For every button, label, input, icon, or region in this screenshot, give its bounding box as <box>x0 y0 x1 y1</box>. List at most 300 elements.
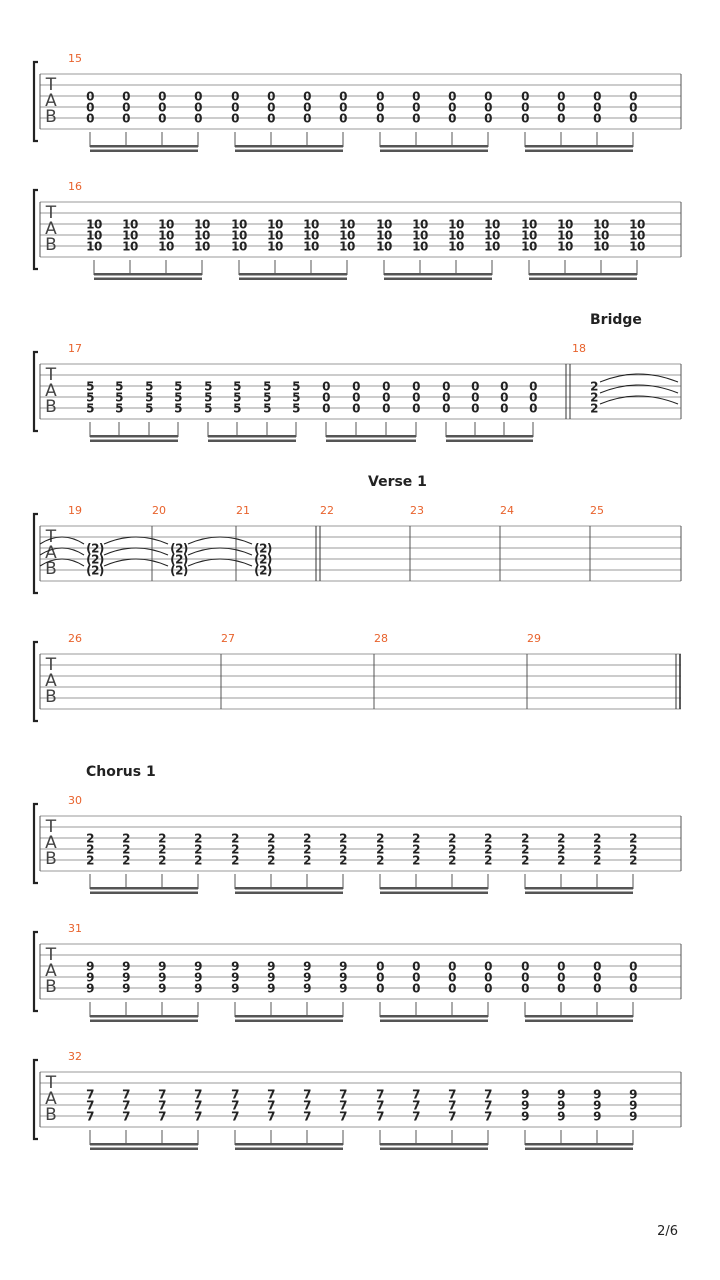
note-beam <box>235 892 343 895</box>
tab-clef-letter: B <box>45 1105 57 1125</box>
fret-number: 2 <box>484 842 492 857</box>
tab-clef-letter: B <box>45 397 57 417</box>
fret-number: 9 <box>194 959 202 974</box>
fret-number: 10 <box>629 239 645 254</box>
fret-number: 0 <box>303 89 311 104</box>
tie <box>188 559 252 566</box>
measure-number: 26 <box>68 632 82 645</box>
fret-number: 2 <box>521 853 529 868</box>
tie <box>104 537 168 544</box>
fret-number: 0 <box>231 89 239 104</box>
note-beam <box>235 1015 343 1018</box>
fret-number: 0 <box>376 981 384 996</box>
fret-number: 9 <box>593 1087 601 1102</box>
fret-number: 2 <box>590 401 598 416</box>
fret-number: 10 <box>158 217 174 232</box>
fret-number: 2 <box>122 853 130 868</box>
tab-clef-letter: T <box>45 203 57 223</box>
system-bracket <box>34 352 38 431</box>
note-beam <box>380 1148 488 1151</box>
measure-number: 16 <box>68 180 82 193</box>
fret-number: 2 <box>557 853 565 868</box>
fret-number: 2 <box>484 831 492 846</box>
fret-number: 5 <box>292 401 300 416</box>
tab-clef-letter: A <box>45 219 57 239</box>
fret-number: 2 <box>158 842 166 857</box>
note-beam <box>235 1020 343 1023</box>
fret-number: 7 <box>484 1109 492 1124</box>
tab-clef-letter: T <box>45 527 57 547</box>
fret-number: 0 <box>448 111 456 126</box>
fret-number: 2 <box>448 842 456 857</box>
fret-number: 9 <box>267 981 275 996</box>
fret-number: 0 <box>521 959 529 974</box>
fret-number: 9 <box>303 959 311 974</box>
note-beam <box>529 278 637 281</box>
fret-number: 5 <box>115 401 123 416</box>
fret-number: (2) <box>254 563 272 578</box>
tab-system <box>34 342 681 442</box>
fret-number: 0 <box>376 100 384 115</box>
tab-clef-letter: A <box>45 833 57 853</box>
fret-number: 0 <box>122 100 130 115</box>
measure-number: 31 <box>68 922 82 935</box>
fret-number: 0 <box>442 401 450 416</box>
fret-number: 2 <box>412 853 420 868</box>
fret-number: 0 <box>471 379 479 394</box>
fret-number: 0 <box>593 100 601 115</box>
fret-number: 0 <box>382 390 390 405</box>
fret-number: 2 <box>303 842 311 857</box>
fret-number: 10 <box>231 239 247 254</box>
fret-number: 0 <box>412 401 420 416</box>
measure-number: 20 <box>152 504 166 517</box>
fret-number: 2 <box>521 842 529 857</box>
fret-number: 7 <box>339 1109 347 1124</box>
fret-number: 10 <box>194 217 210 232</box>
fret-number: 10 <box>557 217 573 232</box>
fret-number: (2) <box>254 541 272 556</box>
fret-number: 10 <box>86 228 102 243</box>
fret-number: 2 <box>86 831 94 846</box>
note-beam <box>235 1143 343 1146</box>
tab-clef-letter: A <box>45 543 57 563</box>
fret-number: 0 <box>267 100 275 115</box>
fret-number: 10 <box>412 228 428 243</box>
fret-number: 2 <box>194 853 202 868</box>
fret-number: 10 <box>448 228 464 243</box>
note-beam <box>380 892 488 895</box>
fret-number: 5 <box>86 401 94 416</box>
tie <box>188 548 252 555</box>
tab-clef-letter: B <box>45 107 57 127</box>
fret-number: 0 <box>412 390 420 405</box>
fret-number: 0 <box>412 379 420 394</box>
fret-number: 7 <box>484 1098 492 1113</box>
fret-number: 10 <box>122 239 138 254</box>
tab-clef-letter: T <box>45 817 57 837</box>
fret-number: 9 <box>231 981 239 996</box>
fret-number: 9 <box>303 981 311 996</box>
fret-number: 0 <box>593 981 601 996</box>
fret-number: 0 <box>412 981 420 996</box>
fret-number: 5 <box>174 379 182 394</box>
fret-number: 0 <box>557 111 565 126</box>
note-beam <box>525 1143 633 1146</box>
tab-system <box>34 180 681 280</box>
measure-number: 32 <box>68 1050 82 1063</box>
fret-number: 0 <box>267 89 275 104</box>
section-label: Verse 1 <box>368 474 427 490</box>
system-bracket <box>34 804 38 883</box>
tab-system <box>34 632 681 721</box>
fret-number: 5 <box>292 390 300 405</box>
fret-number: 2 <box>629 853 637 868</box>
note-beam <box>529 273 637 276</box>
fret-number: 9 <box>122 970 130 985</box>
fret-number: 5 <box>233 379 241 394</box>
system-bracket <box>34 1060 38 1139</box>
measure-number: 27 <box>221 632 235 645</box>
fret-number: 0 <box>412 959 420 974</box>
fret-number: 0 <box>442 390 450 405</box>
tab-system <box>34 794 681 894</box>
fret-number: 2 <box>194 831 202 846</box>
fret-number: 0 <box>484 89 492 104</box>
note-beam <box>90 435 178 438</box>
fret-number: (2) <box>170 552 188 567</box>
fret-number: 5 <box>263 401 271 416</box>
fret-number: 7 <box>376 1098 384 1113</box>
fret-number: 10 <box>158 228 174 243</box>
fret-number: 10 <box>376 217 392 232</box>
note-beam <box>525 1015 633 1018</box>
fret-number: 0 <box>471 390 479 405</box>
fret-number: 7 <box>339 1087 347 1102</box>
fret-number: 10 <box>557 228 573 243</box>
fret-number: 10 <box>122 217 138 232</box>
fret-number: 0 <box>484 111 492 126</box>
tab-clef-letter: T <box>45 1073 57 1093</box>
fret-number: 0 <box>322 390 330 405</box>
fret-number: 0 <box>231 111 239 126</box>
fret-number: 2 <box>593 853 601 868</box>
fret-number: 0 <box>593 111 601 126</box>
fret-number: 10 <box>376 239 392 254</box>
fret-number: 0 <box>158 89 166 104</box>
fret-number: 10 <box>86 217 102 232</box>
tab-clef-letter: T <box>45 655 57 675</box>
fret-number: 2 <box>629 831 637 846</box>
fret-number: 0 <box>521 100 529 115</box>
fret-number: 0 <box>382 401 390 416</box>
note-beam <box>235 1148 343 1151</box>
fret-number: 2 <box>267 831 275 846</box>
fret-number: 10 <box>194 228 210 243</box>
fret-number: 0 <box>557 89 565 104</box>
fret-number: 10 <box>86 239 102 254</box>
note-beam <box>380 1143 488 1146</box>
fret-number: 5 <box>145 401 153 416</box>
fret-number: 2 <box>448 831 456 846</box>
fret-number: 10 <box>158 239 174 254</box>
fret-number: 7 <box>231 1098 239 1113</box>
fret-number: 0 <box>412 111 420 126</box>
note-beam <box>239 273 347 276</box>
fret-number: 0 <box>158 100 166 115</box>
fret-number: 9 <box>231 959 239 974</box>
fret-number: 9 <box>86 959 94 974</box>
fret-number: 10 <box>593 217 609 232</box>
fret-number: 0 <box>521 89 529 104</box>
fret-number: 0 <box>194 100 202 115</box>
fret-number: 0 <box>521 970 529 985</box>
note-beam <box>90 145 198 148</box>
note-beam <box>525 892 633 895</box>
fret-number: 9 <box>339 981 347 996</box>
fret-number: 2 <box>86 853 94 868</box>
fret-number: 0 <box>158 111 166 126</box>
fret-number: 9 <box>521 1098 529 1113</box>
fret-number: 2 <box>557 842 565 857</box>
fret-number: 7 <box>158 1109 166 1124</box>
fret-number: 0 <box>339 100 347 115</box>
note-beam <box>384 273 492 276</box>
measure-number: 17 <box>68 342 82 355</box>
fret-number: 0 <box>376 89 384 104</box>
fret-number: 9 <box>557 1087 565 1102</box>
fret-number: 10 <box>484 228 500 243</box>
note-beam <box>380 1015 488 1018</box>
fret-number: 0 <box>194 111 202 126</box>
fret-number: 9 <box>122 959 130 974</box>
fret-number: 10 <box>412 239 428 254</box>
fret-number: 0 <box>322 379 330 394</box>
fret-number: 9 <box>629 1087 637 1102</box>
fret-number: 9 <box>303 970 311 985</box>
fret-number: 2 <box>122 831 130 846</box>
fret-number: 0 <box>629 970 637 985</box>
measure-number: 21 <box>236 504 250 517</box>
fret-number: 2 <box>412 831 420 846</box>
note-beam <box>235 145 343 148</box>
tab-clef-letter: B <box>45 687 57 707</box>
fret-number: 2 <box>303 853 311 868</box>
fret-number: 7 <box>267 1098 275 1113</box>
fret-number: 5 <box>145 379 153 394</box>
fret-number: 10 <box>303 217 319 232</box>
fret-number: 0 <box>122 111 130 126</box>
fret-number: 7 <box>122 1098 130 1113</box>
fret-number: 9 <box>122 981 130 996</box>
tab-system <box>34 1050 681 1150</box>
fret-number: 0 <box>352 379 360 394</box>
measure-number: 22 <box>320 504 334 517</box>
fret-number: 0 <box>529 379 537 394</box>
fret-number: 2 <box>86 842 94 857</box>
page-number: 2/6 <box>657 1224 678 1239</box>
fret-number: 10 <box>267 228 283 243</box>
fret-number: 9 <box>231 970 239 985</box>
fret-number: 7 <box>86 1087 94 1102</box>
fret-number: 7 <box>303 1109 311 1124</box>
measure-number: 25 <box>590 504 604 517</box>
fret-number: 0 <box>500 379 508 394</box>
note-beam <box>90 1143 198 1146</box>
fret-number: 0 <box>629 89 637 104</box>
note-beam <box>90 440 178 443</box>
fret-number: 7 <box>231 1109 239 1124</box>
fret-number: 0 <box>412 970 420 985</box>
fret-number: 0 <box>557 100 565 115</box>
system-bracket <box>34 642 38 721</box>
fret-number: 10 <box>339 228 355 243</box>
fret-number: 9 <box>267 970 275 985</box>
fret-number: 7 <box>448 1098 456 1113</box>
fret-number: 0 <box>629 111 637 126</box>
fret-number: 10 <box>231 217 247 232</box>
note-beam <box>446 435 533 438</box>
tab-clef-letter: A <box>45 671 57 691</box>
fret-number: 7 <box>86 1109 94 1124</box>
fret-number: 5 <box>204 379 212 394</box>
fret-number: 2 <box>122 842 130 857</box>
fret-number: 10 <box>303 239 319 254</box>
note-beam <box>525 887 633 890</box>
fret-number: 10 <box>448 239 464 254</box>
fret-number: 10 <box>339 217 355 232</box>
fret-number: 7 <box>194 1098 202 1113</box>
fret-number: 5 <box>233 390 241 405</box>
fret-number: 9 <box>593 1109 601 1124</box>
fret-number: 2 <box>593 842 601 857</box>
note-beam <box>380 887 488 890</box>
measure-number: 18 <box>572 342 586 355</box>
fret-number: 0 <box>529 390 537 405</box>
fret-number: 10 <box>629 217 645 232</box>
note-beam <box>90 1148 198 1151</box>
fret-number: 0 <box>629 100 637 115</box>
tab-clef-letter: B <box>45 977 57 997</box>
fret-number: 2 <box>194 842 202 857</box>
fret-number: 10 <box>593 239 609 254</box>
tab-clef-letter: T <box>45 945 57 965</box>
fret-number: 5 <box>86 390 94 405</box>
fret-number: 2 <box>339 853 347 868</box>
tie <box>104 559 168 566</box>
note-beam <box>525 145 633 148</box>
note-beam <box>235 887 343 890</box>
fret-number: 7 <box>303 1098 311 1113</box>
tab-clef-letter: A <box>45 961 57 981</box>
fret-number: 2 <box>158 853 166 868</box>
fret-number: 0 <box>629 959 637 974</box>
fret-number: 2 <box>339 831 347 846</box>
note-beam <box>384 278 492 281</box>
fret-number: 0 <box>448 959 456 974</box>
fret-number: 7 <box>86 1098 94 1113</box>
fret-number: 0 <box>557 970 565 985</box>
fret-number: 9 <box>629 1098 637 1113</box>
fret-number: 2 <box>267 842 275 857</box>
fret-number: 9 <box>86 970 94 985</box>
fret-number: 0 <box>194 89 202 104</box>
fret-number: 9 <box>194 970 202 985</box>
fret-number: 7 <box>231 1087 239 1102</box>
fret-number: 0 <box>442 379 450 394</box>
fret-number: 0 <box>500 390 508 405</box>
fret-number: 0 <box>448 981 456 996</box>
fret-number: 0 <box>448 89 456 104</box>
fret-number: 9 <box>629 1109 637 1124</box>
fret-number: 2 <box>303 831 311 846</box>
measure-number: 23 <box>410 504 424 517</box>
fret-number: 7 <box>376 1087 384 1102</box>
fret-number: 7 <box>484 1087 492 1102</box>
note-beam <box>94 278 202 281</box>
fret-number: 5 <box>263 390 271 405</box>
fret-number: 5 <box>174 390 182 405</box>
fret-number: 2 <box>521 831 529 846</box>
fret-number: 7 <box>194 1109 202 1124</box>
tab-clef-letter: A <box>45 1089 57 1109</box>
fret-number: 10 <box>484 239 500 254</box>
fret-number: 5 <box>115 390 123 405</box>
measure-number: 15 <box>68 52 82 65</box>
fret-number: 2 <box>376 842 384 857</box>
tab-clef-letter: A <box>45 91 57 111</box>
tab-clef-letter: B <box>45 235 57 255</box>
fret-number: 5 <box>204 401 212 416</box>
fret-number: 0 <box>267 111 275 126</box>
note-beam <box>326 440 416 443</box>
fret-number: 9 <box>158 959 166 974</box>
note-beam <box>525 1148 633 1151</box>
note-beam <box>94 273 202 276</box>
measure-number: 28 <box>374 632 388 645</box>
fret-number: 10 <box>267 217 283 232</box>
fret-number: 0 <box>593 89 601 104</box>
fret-number: 10 <box>629 228 645 243</box>
note-beam <box>380 150 488 153</box>
fret-number: 9 <box>593 1098 601 1113</box>
fret-number: 7 <box>158 1098 166 1113</box>
fret-number: 5 <box>204 390 212 405</box>
fret-number: (2) <box>170 541 188 556</box>
measure-number: 19 <box>68 504 82 517</box>
fret-number: 2 <box>158 831 166 846</box>
fret-number: 0 <box>557 981 565 996</box>
fret-number: 0 <box>500 401 508 416</box>
fret-number: 0 <box>448 970 456 985</box>
fret-number: (2) <box>86 552 104 567</box>
fret-number: 7 <box>267 1109 275 1124</box>
fret-number: 7 <box>303 1087 311 1102</box>
fret-number: 10 <box>412 217 428 232</box>
fret-number: (2) <box>86 541 104 556</box>
fret-number: 7 <box>448 1087 456 1102</box>
tab-system <box>34 52 681 152</box>
fret-number: 9 <box>339 959 347 974</box>
note-beam <box>525 1020 633 1023</box>
fret-number: 0 <box>521 111 529 126</box>
fret-number: 10 <box>267 239 283 254</box>
fret-number: 7 <box>376 1109 384 1124</box>
fret-number: 9 <box>158 981 166 996</box>
fret-number: 10 <box>521 217 537 232</box>
fret-number: 7 <box>194 1087 202 1102</box>
fret-number: 9 <box>521 1087 529 1102</box>
